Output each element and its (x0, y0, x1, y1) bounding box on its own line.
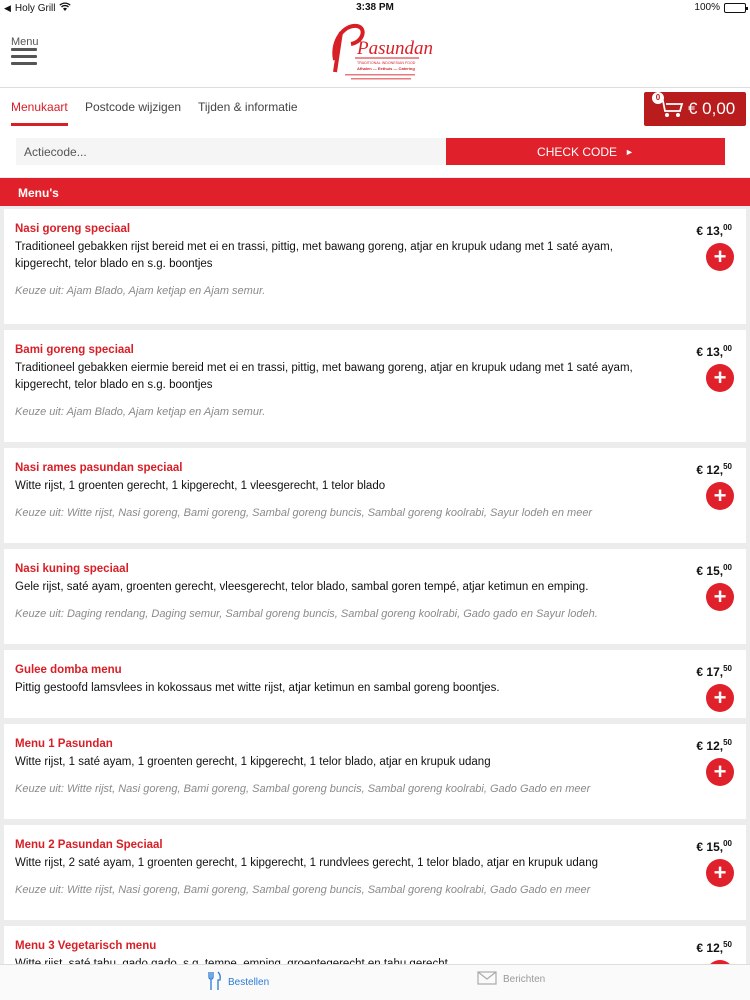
tab-tijden-informatie[interactable]: Tijden & informatie (198, 100, 298, 114)
menu-item-choice: Keuze uit: Ajam Blado, Ajam ketjap en Ajam semur. (15, 285, 266, 297)
menu-item-name: Nasi rames pasundan speciaal (15, 462, 183, 474)
menu-item-name: Nasi goreng speciaal (15, 223, 131, 235)
action-code-row (0, 128, 750, 177)
menu-item-name: Menu 3 Vegetarisch menu (15, 940, 157, 952)
tab-bestellen-label: Bestellen (228, 977, 270, 988)
menu-item (4, 825, 746, 920)
tab-berichten-label: Berichten (503, 974, 546, 985)
add-to-cart-button[interactable]: + (706, 364, 734, 392)
carrier-label: Holy Grill (14, 2, 56, 14)
envelope-icon (477, 971, 497, 988)
menu-item-name: Gulee domba menu (15, 664, 122, 676)
tab-bestellen[interactable] (208, 971, 269, 994)
menu-item-choice: Keuze uit: Witte rijst, Nasi goreng, Bami goreng, Sambal goreng buncis, Sambal goreng koolrabi, Sayur lodeh en meer (15, 507, 593, 519)
check-code-button[interactable] (446, 138, 725, 165)
logo-tagline: TRADITIONAL INDONESIAN FOOD (357, 61, 416, 65)
app-header (0, 16, 750, 88)
menu-item-price: € 13,00 (696, 344, 732, 359)
status-time: 3:38 PM (356, 2, 394, 13)
menu-item-description: Witte rijst, 1 groenten gerecht, 1 kipgerecht, 1 vleesgerecht, 1 telor blado (15, 480, 386, 492)
tab-menukaart[interactable]: Menukaart (11, 100, 68, 114)
menu-item-price: € 12,50 (696, 940, 732, 955)
menu-item-choice: Keuze uit: Ajam Blado, Ajam ketjap en Ajam semur. (15, 406, 266, 418)
nav-tabs (0, 88, 750, 128)
menu-item-name: Nasi kuning speciaal (15, 563, 129, 575)
menu-item-price: € 12,50 (696, 462, 732, 477)
add-to-cart-button[interactable]: + (706, 482, 734, 510)
action-code-input[interactable] (16, 138, 446, 165)
menu-item-name: Bami goreng speciaal (15, 344, 134, 356)
check-code-label: CHECK CODE (537, 144, 618, 159)
menu-item-price: € 15,00 (696, 563, 732, 578)
tab-postcode-wijzigen[interactable]: Postcode wijzigen (85, 100, 182, 114)
menu-item (4, 650, 746, 718)
menu-item-description: Pittig gestoofd lamsvlees in kokossaus met witte rijst, atjar ketimun en sambal goreng boontjes. (15, 682, 500, 694)
menu-item-description: Traditioneel gebakken eiermie bereid met ei en trassi, pittig, met bawang goreng, atjar en krupuk udang met 1 saté ayam, kipgerecht, telor blado en s.g. boontjes (15, 362, 633, 391)
menu-item-choice: Keuze uit: Witte rijst, Nasi goreng, Bami goreng, Sambal goreng buncis, Sambal goreng koolrabi, Gado Gado en meer (15, 783, 591, 795)
menu-item (4, 330, 746, 442)
status-bar (0, 0, 750, 16)
add-to-cart-button[interactable]: + (706, 859, 734, 887)
menu-item-name: Menu 2 Pasundan Speciaal (15, 839, 163, 851)
menu-list[interactable] (4, 209, 746, 964)
menu-item (4, 549, 746, 644)
cart-button[interactable] (644, 92, 746, 126)
menu-button[interactable] (11, 36, 51, 76)
back-arrow-icon[interactable]: ◀ (4, 2, 11, 13)
utensils-icon (208, 971, 222, 994)
menu-item-price: € 13,00 (696, 223, 732, 238)
hamburger-icon (11, 48, 51, 65)
cart-count-badge: 0 (652, 92, 664, 104)
cart-total: € 0,00 (688, 99, 736, 118)
menu-item-price: € 17,50 (696, 664, 732, 679)
menu-item (4, 724, 746, 819)
menu-item (4, 209, 746, 324)
play-arrow-icon: ► (625, 146, 634, 157)
status-right (694, 2, 746, 13)
battery-icon (724, 3, 746, 13)
menu-item-description: Witte rijst, 2 saté ayam, 1 groenten gerecht, 1 kipgerecht, 1 rundvlees gerecht, 1 telor blado, atjar en krupuk udang (15, 857, 598, 869)
add-to-cart-button[interactable]: + (706, 583, 734, 611)
logo-services: Afhalen — Eethuis — Catering (357, 66, 415, 71)
add-to-cart-button[interactable]: + (706, 684, 734, 712)
bottom-tab-bar (0, 964, 750, 1000)
menu-item-name: Menu 1 Pasundan (15, 738, 113, 750)
tab-berichten[interactable] (477, 971, 545, 988)
add-to-cart-button[interactable]: + (706, 758, 734, 786)
menu-item-description: Witte rijst, 1 saté ayam, 1 groenten gerecht, 1 kipgerecht, 1 telor blado, atjar en krupuk udang (15, 756, 491, 768)
menu-item-choice: Keuze uit: Witte rijst, Nasi goreng, Bami goreng, Sambal goreng buncis, Sambal goreng koolrabi, Gado Gado en meer (15, 884, 591, 896)
menu-item-choice: Keuze uit: Daging rendang, Daging semur, Sambal goreng buncis, Sambal goreng koolrabi, Gado gado en Sayur lodeh. (15, 608, 598, 620)
pasundan-logo (327, 20, 433, 84)
section-header-menus: Menu's (0, 178, 750, 206)
basket-icon (655, 93, 684, 119)
menu-item-price: € 12,50 (696, 738, 732, 753)
add-to-cart-button[interactable]: + (706, 243, 734, 271)
menu-item-description: Traditioneel gebakken rijst bereid met ei en trassi, pittig, met bawang goreng, atjar en krupuk udang met 1 saté ayam, kipgerecht, telor blado en s.g. boontjes (15, 241, 613, 270)
menu-item-price: € 15,00 (696, 839, 732, 854)
menu-label: Menu (11, 36, 39, 48)
menu-item-description: Gele rijst, saté ayam, groenten gerecht, vleesgerecht, telor blado, sambal goren tempé, atjar ketimun en emping. (15, 581, 589, 593)
battery-label: 100% (694, 2, 720, 13)
logo-name: Pasundan (357, 38, 433, 59)
menu-item (4, 448, 746, 543)
